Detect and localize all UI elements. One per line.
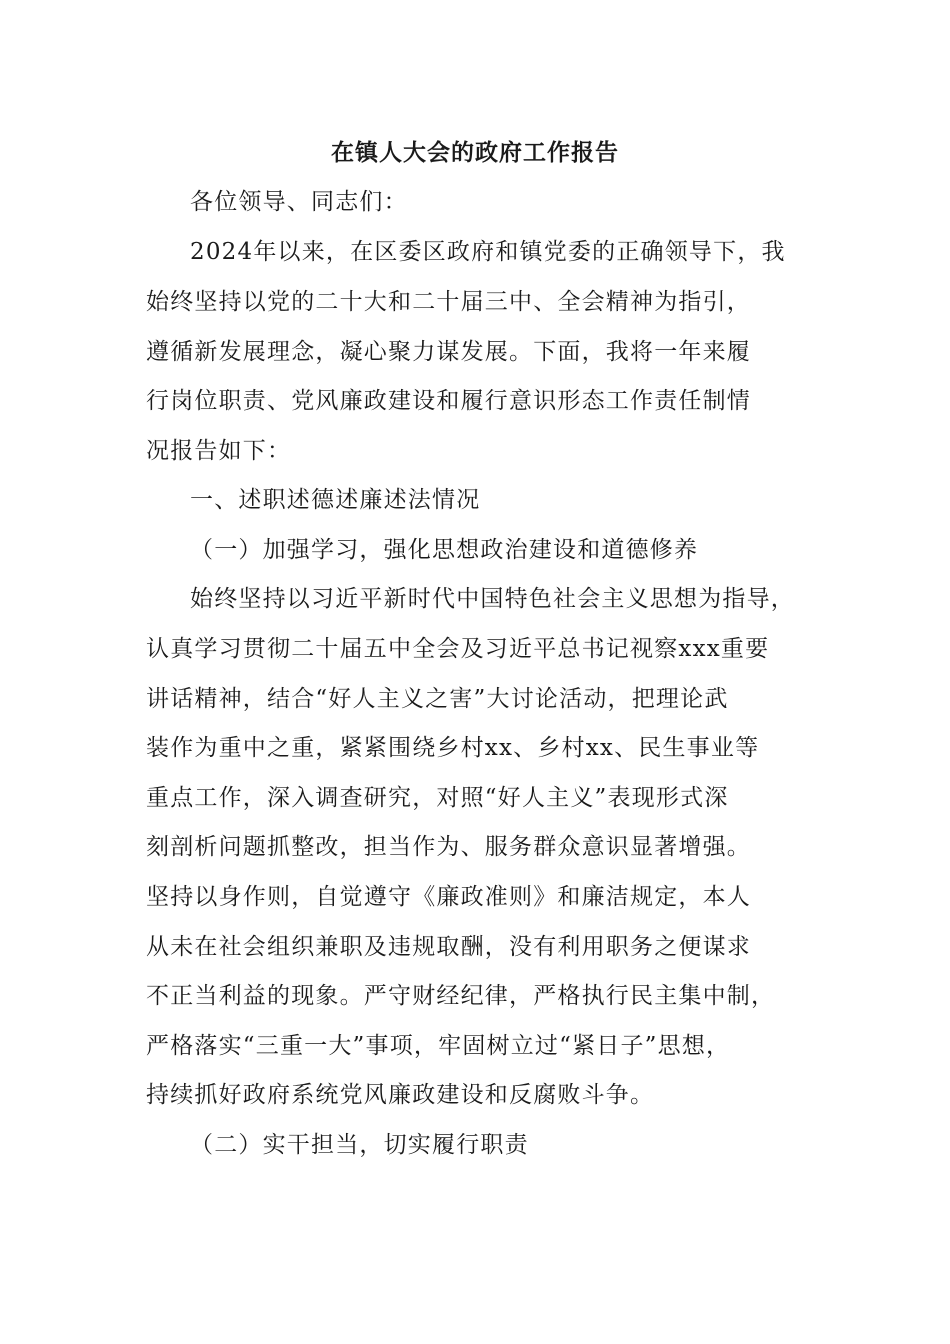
- paragraph-line: 讲话精神，结合“好人主义之害”大讨论活动，把理论武: [146, 686, 729, 712]
- paragraph-line: 始终坚持以党的二十大和二十届三中、全会精神为指引，: [146, 289, 751, 315]
- paragraph-line: 从未在社会组织兼职及违规取酬，没有利用职务之便谋求: [146, 934, 751, 960]
- subsection-heading: （二）实干担当，切实履行职责: [190, 1132, 529, 1158]
- paragraph-line: 认真学习贯彻二十届五中全会及习近平总书记视察xxx重要: [146, 636, 770, 662]
- paragraph-line: 行岗位职责、党风廉政建设和履行意识形态工作责任制情: [146, 388, 751, 414]
- paragraph-line: 重点工作，深入调查研究，对照“好人主义”表现形式深: [146, 785, 729, 811]
- paragraph-line: 刻剖析问题抓整改，担当作为、服务群众意识显著增强。: [146, 834, 751, 860]
- paragraph-line: 严格落实“三重一大”事项，牢固树立过“紧日子”思想，: [146, 1033, 731, 1059]
- paragraph-line: 遵循新发展理念，凝心聚力谋发展。下面，我将一年来履: [146, 339, 751, 365]
- paragraph-line: 坚持以身作则，自觉遵守《廉政准则》和廉洁规定，本人: [146, 884, 751, 910]
- paragraph-line: 2024年以来，在区委区政府和镇党委的正确领导下，我: [190, 239, 786, 265]
- document-title: 在镇人大会的政府工作报告: [331, 139, 619, 166]
- paragraph-line: 装作为重中之重，紧紧围绕乡村xx、乡村xx、民生事业等: [146, 735, 760, 761]
- subsection-heading: （一）加强学习，强化思想政治建设和道德修养: [190, 537, 699, 563]
- paragraph-line: 始终坚持以习近平新时代中国特色社会主义思想为指导，: [190, 586, 795, 612]
- section-heading: 一、述职述德述廉述法情况: [190, 487, 481, 513]
- paragraph-line: 不正当利益的现象。严守财经纪律，严格执行民主集中制，: [146, 983, 776, 1009]
- salutation: 各位领导、同志们：: [190, 189, 408, 215]
- paragraph-line: 况报告如下：: [146, 438, 292, 464]
- paragraph-line: 持续抓好政府系统党风廉政建设和反腐败斗争。: [146, 1082, 655, 1108]
